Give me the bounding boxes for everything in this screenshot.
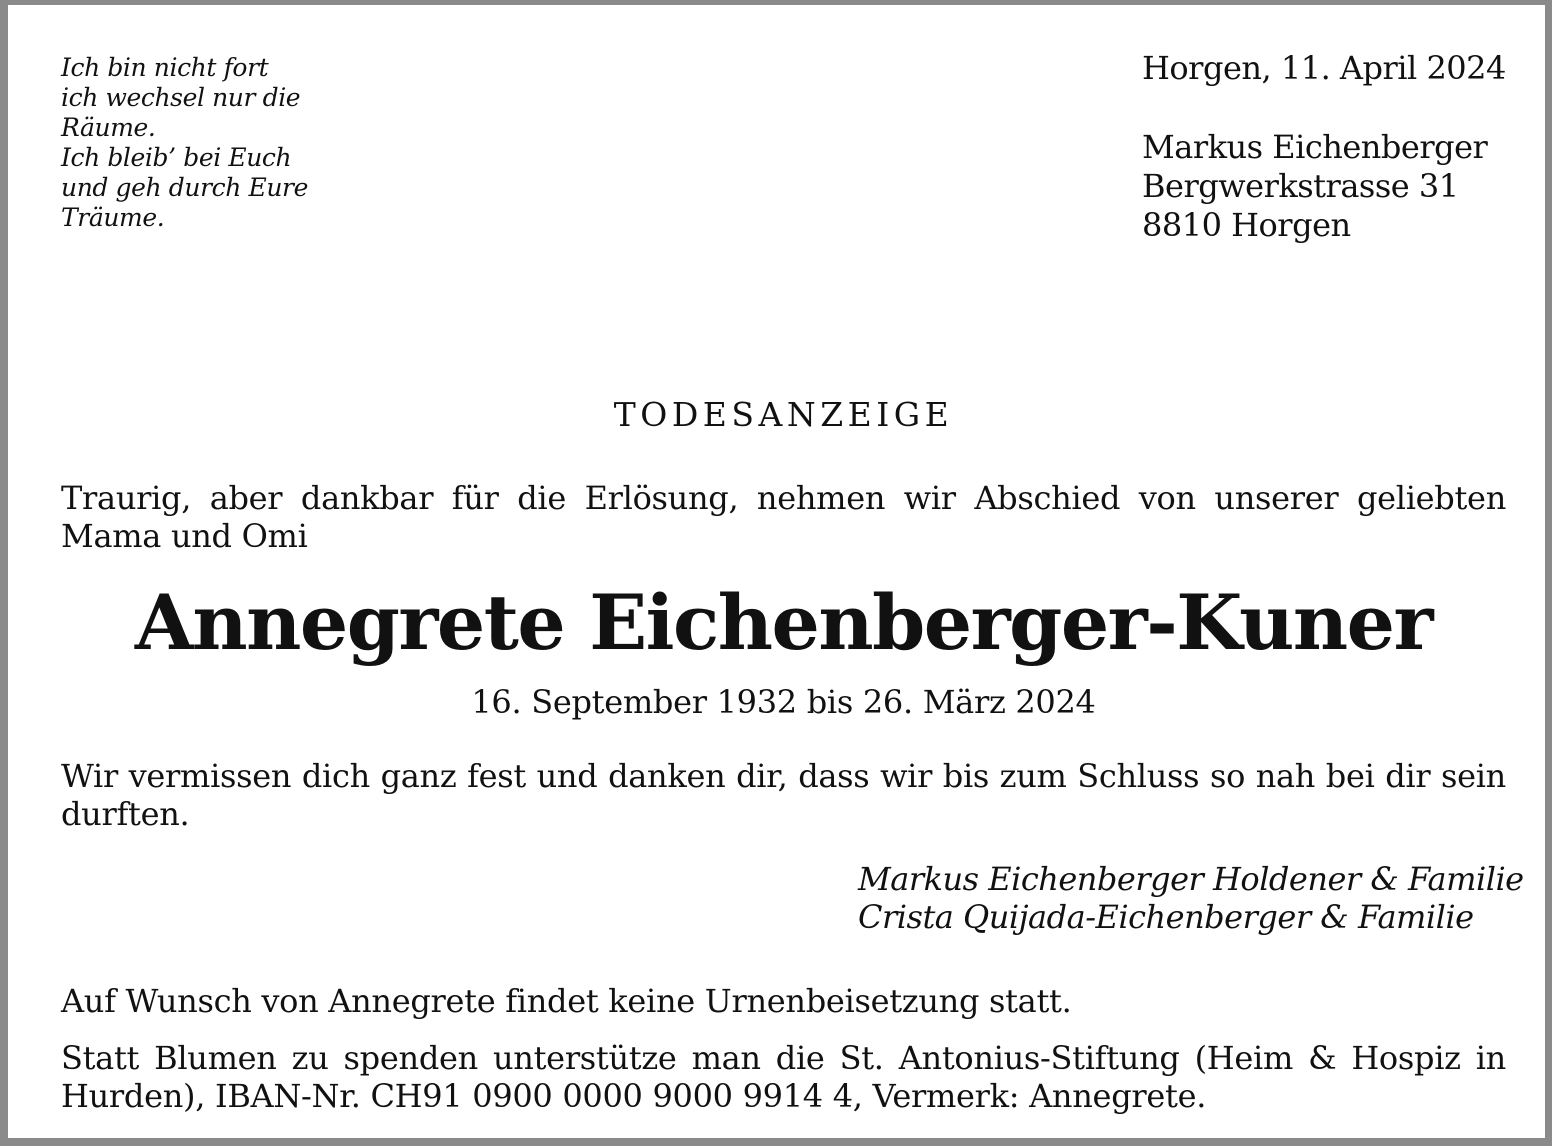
poem-line: Räume. xyxy=(61,113,156,142)
signer: Crista Quijada-Eichenberger & Familie xyxy=(858,898,1474,936)
place-date: Horgen, 11. April 2024 xyxy=(1142,49,1506,87)
donation-notice: Statt Blumen zu spenden unterstütze man die St. Antonius-Stiftung (Heim & Hospiz in Hurden), IBAN-Nr. CH91 0900 0000 9000 9914 4, Vermerk: Annegrete. xyxy=(61,1039,1506,1115)
poem-line: Träume. xyxy=(61,203,165,232)
poem-line: und geh durch Eure xyxy=(61,173,308,202)
deceased-name: Annegrete Eichenberger-Kuner xyxy=(134,578,1433,667)
signer: Markus Eichenberger Holdener & Familie xyxy=(858,860,1524,898)
sender-block xyxy=(1142,49,1522,245)
intro-text: Traurig, aber dankbar für die Erlösung, nehmen wir Abschied von unserer geliebten Mama und Omi xyxy=(61,479,1506,555)
poem xyxy=(61,53,361,233)
farewell-message: Wir vermissen dich ganz fest und danken dir, dass wir bis zum Schluss so nah bei dir sein durften. xyxy=(61,757,1506,833)
poem-line: Ich bleib’ bei Euch xyxy=(61,143,292,172)
life-dates: 16. September 1932 bis 26. März 2024 xyxy=(471,683,1096,721)
signers xyxy=(858,860,1524,936)
sender-city: 8810 Horgen xyxy=(1142,206,1351,244)
sender-name: Markus Eichenberger xyxy=(1142,128,1488,166)
notice-heading: TODESANZEIGE xyxy=(613,395,954,434)
sender-street: Bergwerkstrasse 31 xyxy=(1142,167,1459,205)
poem-line: ich wechsel nur die xyxy=(61,83,301,112)
poem-line: Ich bin nicht fort xyxy=(61,53,269,82)
burial-notice: Auf Wunsch von Annegrete findet keine Urnenbeisetzung statt. xyxy=(61,982,1072,1020)
